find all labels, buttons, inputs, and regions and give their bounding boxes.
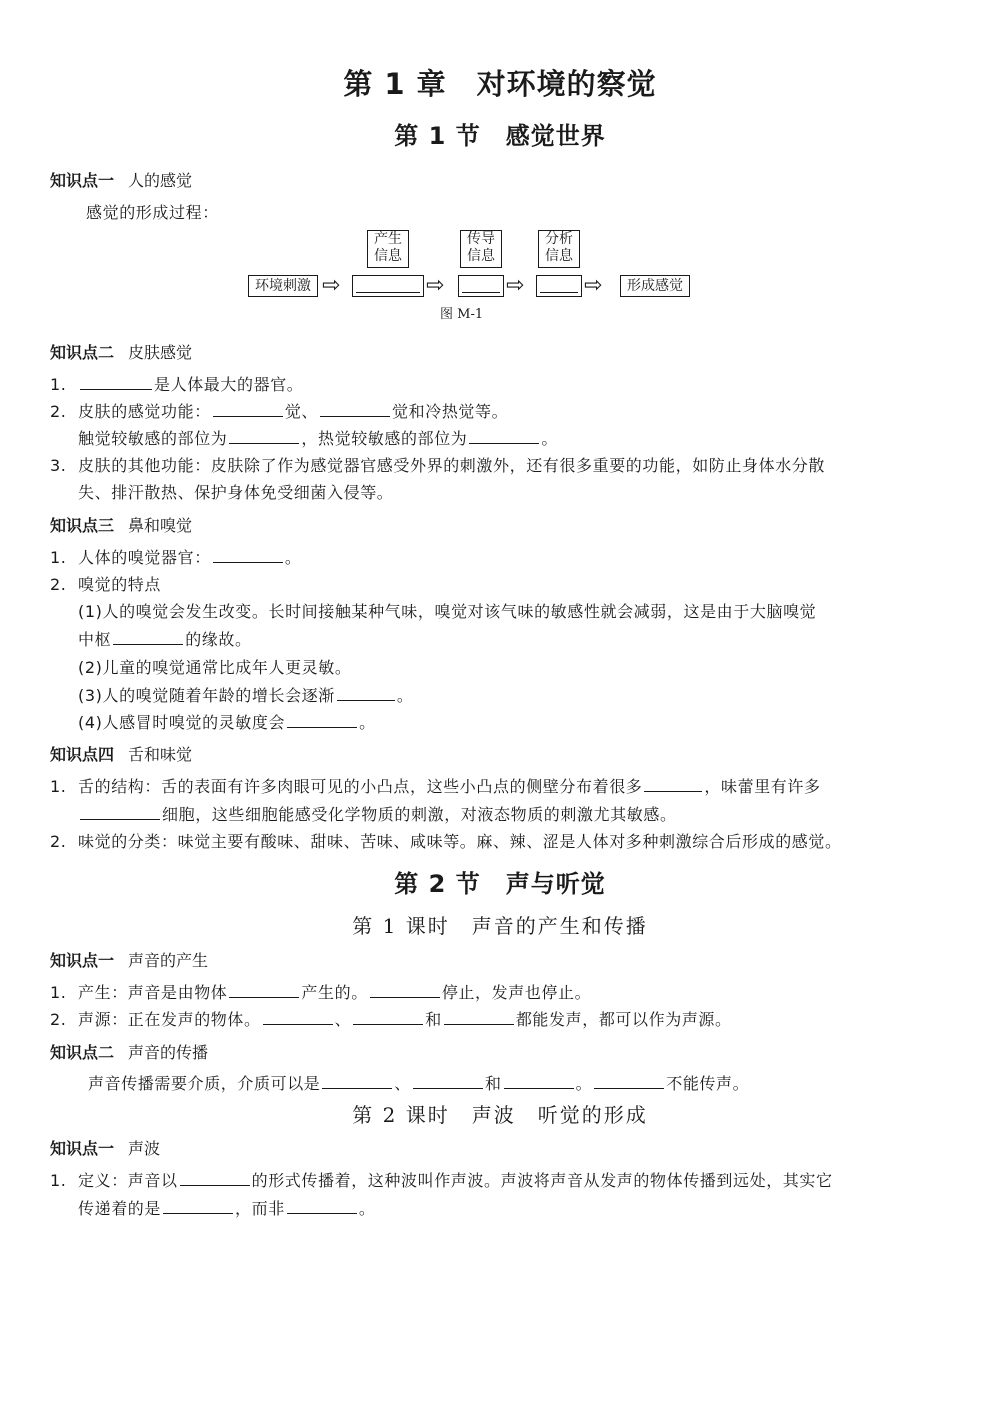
kp-name: 人的感觉 [128, 171, 193, 190]
answer-blank [229, 983, 299, 998]
item-text: 嗅觉的特点 [78, 575, 162, 594]
item-text: 细胞，这些细胞能感受化学物质的刺激，对液态物质的刺激尤其敏感。 [162, 805, 677, 824]
kp-heading [50, 1136, 160, 1159]
section-1-title: 第 1 节 感觉世界 [394, 122, 606, 150]
box-form-sensation: 形成感觉 [620, 275, 690, 297]
blank-box-nerve [458, 275, 504, 297]
item-text: 是人体最大的器官。 [154, 375, 304, 394]
item-text: ，味蕾里有许多 [704, 777, 821, 796]
item-number: 2. [50, 575, 67, 594]
item-text: 中枢 [78, 630, 112, 649]
label-text: 分析 [545, 231, 573, 247]
item-text: 触觉较敏感的部位为 [78, 429, 228, 448]
answer-blank [263, 1010, 333, 1025]
answer-blank [370, 983, 440, 998]
item-text: 声源：正在发声的物体。 [78, 1010, 261, 1029]
item-text: 人体的嗅觉器官： [78, 548, 211, 567]
answer-blank [213, 402, 283, 417]
answer-blank [80, 375, 152, 390]
item-text: 皮肤的感觉功能： [78, 402, 211, 421]
answer-blank [113, 630, 183, 645]
item-number: 2. [50, 1010, 67, 1029]
box-environment-stimulus: 环境刺激 [248, 275, 318, 297]
item-text: (3)人的嗅觉随着年龄的增长会逐渐 [78, 686, 335, 705]
item-line [50, 372, 303, 395]
kp-label: 知识点二 [50, 1043, 115, 1062]
kp-name: 声波 [128, 1139, 161, 1158]
item-text: 的缘故。 [185, 630, 252, 649]
item-text: 。 [359, 713, 376, 732]
item-text: ，而非 [235, 1199, 285, 1218]
item-text: 和 [485, 1074, 502, 1093]
item-text: 、 [334, 1010, 352, 1029]
item-line [78, 426, 558, 449]
item-text: 觉和冷热觉等。 [392, 402, 509, 421]
answer-blank [644, 777, 702, 792]
label-text: 信息 [467, 248, 495, 264]
item-text: 产生：声音是由物体 [78, 983, 228, 1002]
item-number: 1. [50, 1171, 67, 1190]
answer-blank [413, 1074, 483, 1089]
item-line [78, 710, 376, 733]
item-text: 觉、 [284, 402, 319, 421]
item-line [50, 1007, 732, 1030]
kp-label: 知识点三 [50, 516, 115, 535]
kp-heading [50, 948, 208, 971]
item-text: 。 [541, 429, 559, 448]
label-box-generate [367, 230, 409, 268]
label-box-conduct [460, 230, 502, 268]
item-text: 停止，发声也停止。 [441, 983, 592, 1002]
item-line [50, 545, 301, 568]
kp-label: 知识点二 [50, 343, 115, 362]
item-line [50, 1168, 833, 1191]
item-text: 产生的。 [301, 983, 368, 1002]
item-line [88, 1071, 749, 1094]
item-line [78, 802, 677, 825]
item-line [50, 774, 821, 797]
item-line: (2)儿童的嗅觉通常比成年人更灵敏。 [78, 658, 352, 677]
kp-name: 皮肤感觉 [128, 343, 193, 362]
item-number: 1. [50, 777, 67, 796]
kp-label: 知识点一 [50, 951, 115, 970]
item-text: (4)人感冒时嗅觉的灵敏度会 [78, 713, 286, 732]
kp-name: 鼻和嗅觉 [128, 516, 193, 535]
kp-name: 声音的产生 [128, 951, 209, 970]
kp-heading [50, 340, 192, 363]
answer-line [540, 292, 578, 293]
kp-name: 声音的传播 [128, 1043, 209, 1062]
answer-blank [322, 1074, 392, 1089]
item-line [78, 683, 413, 706]
label-text: 信息 [374, 248, 402, 264]
item-line [78, 1196, 375, 1219]
item-line: 失、排汗散热、保护身体免受细菌入侵等。 [78, 483, 394, 502]
kp-label: 知识点四 [50, 745, 115, 764]
answer-blank [320, 402, 390, 417]
right-arrow-icon: ⇨ [426, 273, 445, 298]
right-arrow-icon: ⇨ [584, 273, 603, 298]
chapter-title: 第 1 章 对环境的察觉 [343, 67, 657, 101]
answer-blank [353, 1010, 423, 1025]
answer-line [462, 292, 500, 293]
item-line [50, 980, 591, 1003]
kp-name: 舌和味觉 [128, 745, 193, 764]
item-line [50, 572, 161, 595]
kp-heading [50, 1040, 208, 1063]
figure-caption: 图 M-1 [440, 307, 484, 322]
item-line [50, 399, 508, 422]
right-arrow-icon: ⇨ [506, 273, 525, 298]
item-line: (1)人的嗅觉会发生改变。长时间接触某种气味，嗅觉对该气味的敏感性就会减弱，这是由于大脑嗅觉 [78, 602, 817, 621]
item-text: 的形式传播着，这种波叫作声波。声波将声音从发声的物体传播到远处，其实它 [251, 1171, 833, 1190]
item-line [78, 627, 252, 650]
label-text: 产生 [374, 231, 402, 247]
item-text: 不能传声。 [666, 1074, 750, 1093]
answer-blank [163, 1199, 233, 1214]
label-box-analyze [538, 230, 580, 268]
answer-blank [287, 713, 357, 728]
kp-heading [50, 742, 192, 765]
item-text: 都能发声，都可以作为声源。 [515, 1010, 732, 1029]
item-text: 传递着的是 [78, 1199, 162, 1218]
item-text: 、 [394, 1074, 412, 1093]
item-number: 1. [50, 375, 67, 394]
item-text: 和 [425, 1010, 442, 1029]
item-line [50, 829, 842, 852]
item-text: 皮肤的其他功能：皮肤除了作为感觉器官感受外界的刺激外，还有很多重要的功能，如防止身体水分散 [78, 456, 826, 475]
item-text: 声音传播需要介质，介质可以是 [88, 1074, 321, 1093]
blank-box-receptor [352, 275, 424, 297]
item-text: 。 [575, 1074, 593, 1093]
item-number: 2. [50, 832, 67, 851]
answer-blank [180, 1171, 250, 1186]
lesson-2-title: 第 2 课时 声波 听觉的形成 [352, 1103, 648, 1127]
item-number: 2. [50, 402, 67, 421]
item-text: 味觉的分类：味觉主要有酸味、甜味、苦味、咸味等。麻、辣、涩是人体对多种刺激综合后形成的感觉。 [78, 832, 842, 851]
answer-blank [504, 1074, 574, 1089]
answer-blank [337, 686, 395, 701]
answer-line [356, 292, 420, 293]
kp-label: 知识点一 [50, 171, 115, 190]
item-text: 舌的结构：舌的表面有许多肉眼可见的小凸点，这些小凸点的侧壁分布着很多 [78, 777, 643, 796]
item-number: 1. [50, 548, 67, 567]
kp-label: 知识点一 [50, 1139, 115, 1158]
item-line [50, 453, 825, 476]
kp-heading [50, 513, 192, 536]
item-text: ，热觉较敏感的部位为 [301, 429, 468, 448]
item-number: 1. [50, 983, 67, 1002]
label-text: 传导 [467, 231, 495, 247]
item-text: 定义：声音以 [78, 1171, 178, 1190]
answer-blank [469, 429, 539, 444]
answer-blank [229, 429, 299, 444]
item-text: 。 [284, 548, 302, 567]
answer-blank [287, 1199, 357, 1214]
kp-heading [50, 168, 192, 191]
right-arrow-icon: ⇨ [322, 273, 341, 298]
blank-box-brain [536, 275, 582, 297]
section-2-title: 第 2 节 声与听觉 [394, 870, 606, 898]
answer-blank [594, 1074, 664, 1089]
diagram-intro: 感觉的形成过程： [86, 203, 219, 222]
answer-blank [444, 1010, 514, 1025]
item-text: 。 [358, 1199, 376, 1218]
label-text: 信息 [545, 248, 573, 264]
answer-blank [80, 805, 160, 820]
answer-blank [213, 548, 283, 563]
item-text: 。 [396, 686, 414, 705]
lesson-1-title: 第 1 课时 声音的产生和传播 [352, 914, 648, 938]
item-number: 3. [50, 456, 67, 475]
